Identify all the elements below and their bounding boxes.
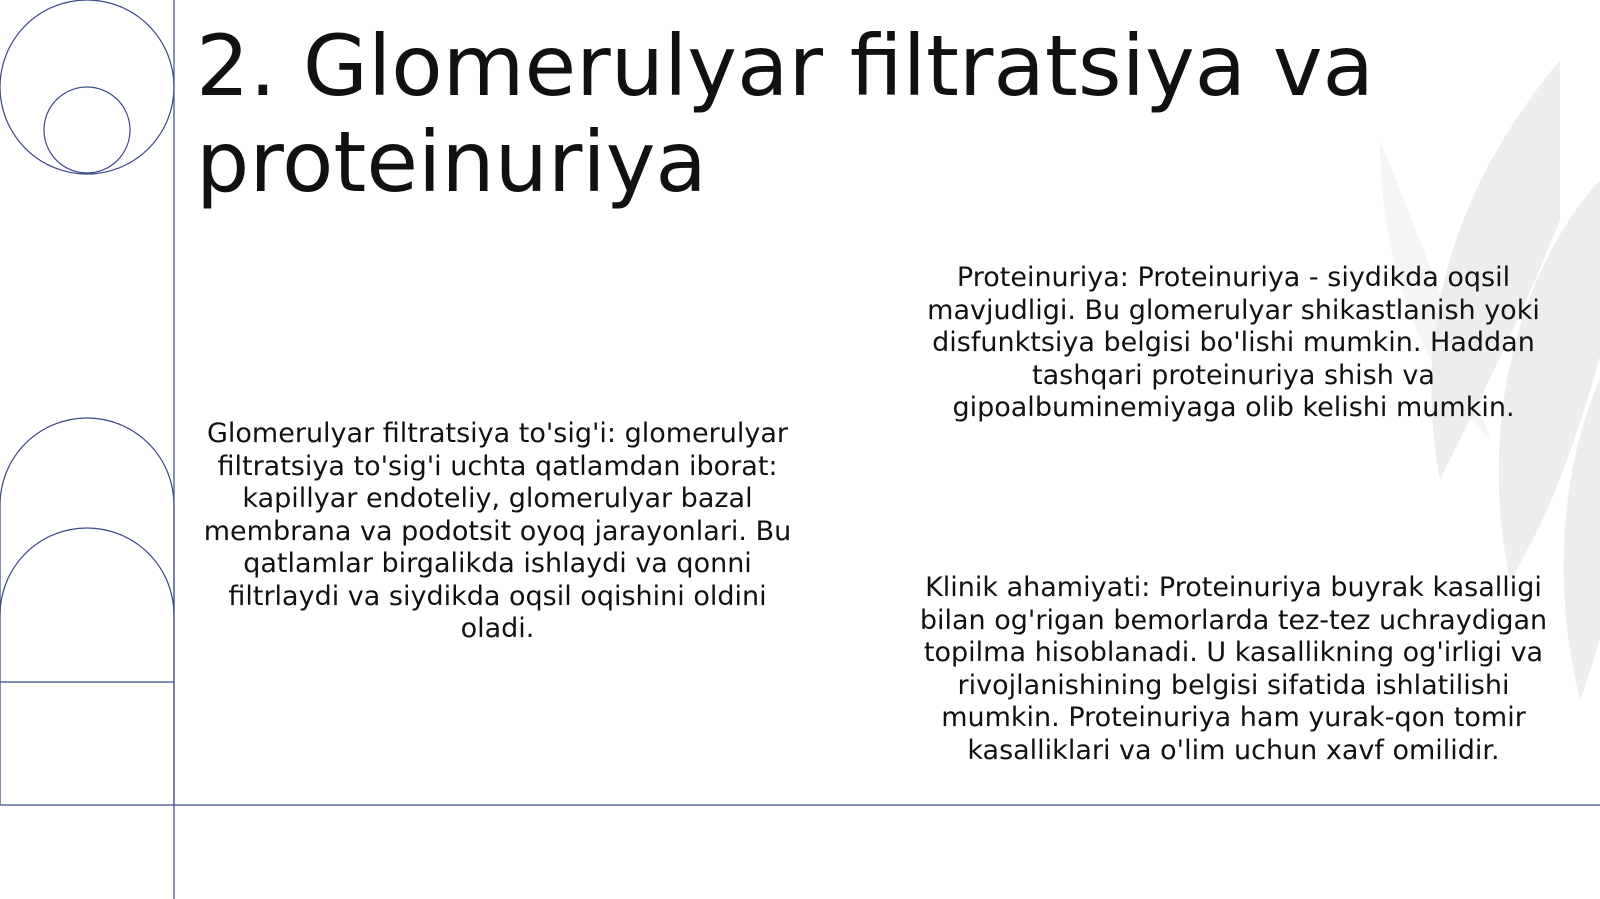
decor-arch-lower [0,528,174,615]
clinical-significance-text: Klinik ahamiyati: Proteinuriya buyrak kasalligi bilan og'rigan bemorlarda tez-tez uchraydigan topilma hisoblanadi. U kasallikning og'irligi va rivojlanishining belgisi sifatida ishlatilishi mumkin. Proteinuriya ham yurak-qon tomir kasalliklari va o'lim uchun xavf omilidir. [919,572,1548,766]
filtration-barrier-text: Glomerulyar filtratsiya to'sig'i: glomerulyar filtratsiya to'sig'i uchta qatlamdan iborat: kapillyar endoteliy, glomerulyar bazal membrana va podotsit oyoq jarayonlari. Bu qatlamlar birgalikda ishlaydi va qonni filtrlaydi va siydikda oqsil oqishini oldini oladi. [203,418,792,644]
proteinuria-definition-text: Proteinuriya: Proteinuriya - siydikda oqsil mavjudligi. Bu glomerulyar shikastlanish yoki disfunktsiya belgisi bo'lishi mumkin. Haddan tashqari proteinuriya shish va gipoalbuminemiyaga olib kelishi mumkin. [927,262,1540,423]
decor-arch-upper [0,418,174,805]
decor-circle-small [44,87,130,173]
slide-title: 2. Glomerulyar filtratsiya va proteinuriya [196,17,1375,211]
